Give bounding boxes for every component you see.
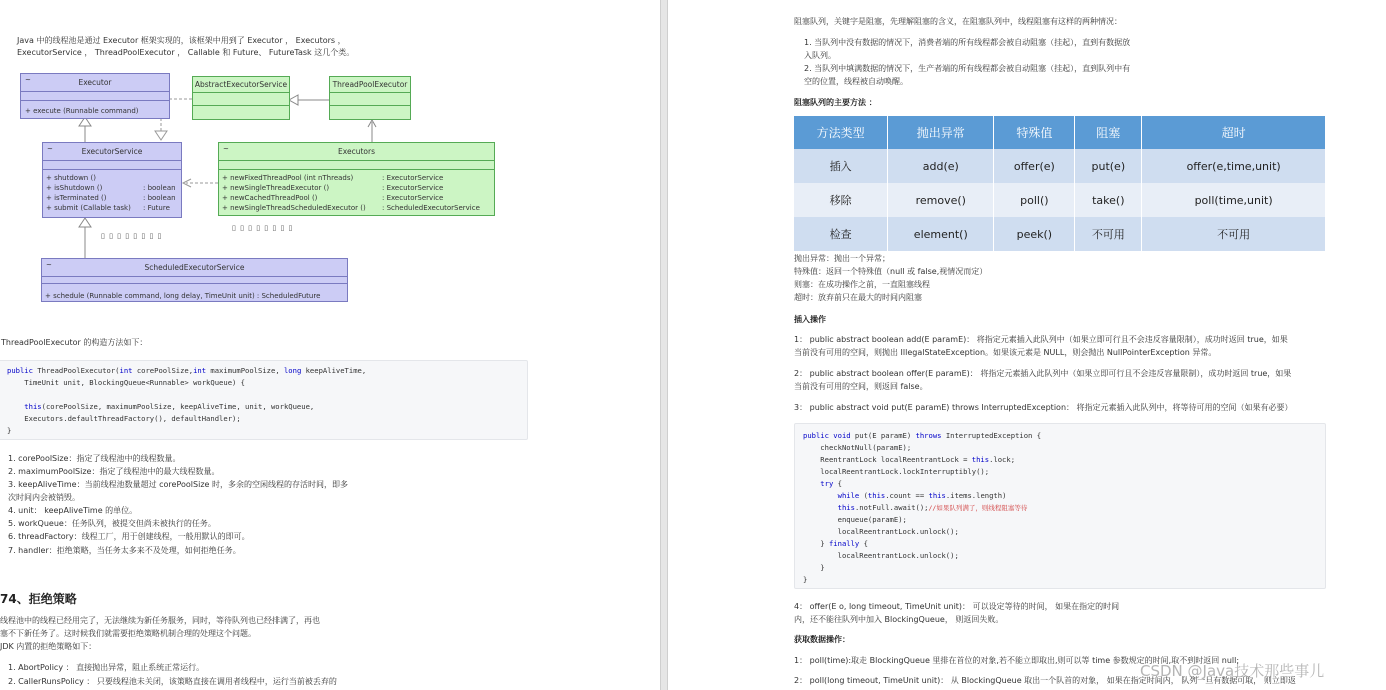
uml-abstract-executor-service	[192, 76, 290, 120]
uml-abstract-title: AbstractExecutorService	[194, 80, 288, 89]
code-line: localReentrantLock.unlock();	[803, 527, 959, 536]
param-item: 2. maximumPoolSize：指定了线程池中的最大线程数量。	[8, 467, 220, 476]
code-line: localReentrantLock.unlock();	[803, 551, 959, 560]
uml-executor: ~ Executor + execute (Runnable command)	[20, 73, 170, 119]
methods-title: 阻塞队列的主要方法 ：	[794, 98, 877, 107]
code-line: this(corePoolSize, maximumPoolSize, keepAliveTime, unit, workQueue,	[7, 402, 315, 411]
uml-es-title: ExecutorService	[81, 147, 143, 156]
bq-methods-table	[794, 116, 1326, 251]
uml-executor-service: ~ ExecutorService + shutdown () + isShutdown () + isTerminated () + submit (Callable task) : boolean : boolean : Future	[42, 142, 182, 218]
table-header: 特殊值	[994, 116, 1075, 149]
code-line: ReentrantLock localReentrantLock = this.lock;	[803, 455, 1016, 464]
bq-intro: 阻塞队列，关键字是阻塞，先理解阻塞的含义，在阻塞队列中，线程阻塞有这样的两种情况：	[794, 17, 1122, 26]
insert-item: 当前没有可用的空间，则返回 false。	[794, 382, 928, 391]
uml-executors-return: : ExecutorService	[382, 174, 444, 182]
table-header: 超时	[1142, 116, 1326, 149]
insert-item: 2： public abstract boolean offer(E paramE)： 将指定元素插入此队列中（如果立即可行且不会违反容量限制），成功时返回 true，如果	[794, 369, 1292, 378]
table-header-row	[794, 116, 1326, 149]
offer-timeout-line: 内，还不能往队列中加入 BlockingQueue， 则返回失败。	[794, 615, 1004, 624]
bq-case: 1. 当队列中没有数据的情况下，消费者端的所有线程都会被自动阻塞（挂起），直到有数据放	[804, 38, 1131, 47]
uml-tpe-title: ThreadPoolExecutor	[332, 80, 408, 89]
code-line: }	[7, 426, 12, 435]
code-line: public void put(E paramE) throws InterruptedException {	[803, 431, 1042, 440]
code-line: }	[803, 575, 808, 584]
code-line: checkNotNull(paramE);	[803, 443, 912, 452]
right-page	[668, 0, 1386, 690]
table-cell: offer(e,time,unit)	[1142, 149, 1326, 183]
insert-item: 3： public abstract void put(E paramE) throws InterruptedException： 将指定元素插入此队列中，将等待可用的空间（如果有必要）	[794, 403, 1293, 412]
code-line: TimeUnit unit, BlockingQueue<Runnable> workQueue) {	[7, 378, 245, 387]
ctor-caption: ThreadPoolExecutor 的构造方法如下：	[1, 338, 148, 347]
table-cell: 移除	[794, 183, 888, 217]
uml-executors-method: + newCachedThreadPool ()	[222, 194, 318, 202]
table-cell: poll()	[994, 183, 1075, 217]
section-body-line: JDK 内置的拒绝策略如下：	[0, 642, 97, 651]
uml-ses-method: + schedule (Runnable command, long delay, TimeUnit unit) : ScheduledFuture	[45, 292, 321, 300]
table-cell: element()	[888, 217, 994, 251]
param-item: 1. corePoolSize：指定了线程池中的线程数量。	[8, 454, 181, 463]
section-body-line: 线程池中的线程已经用完了，无法继续为新任务服务，同时，等待队列也已经排满了，再也	[0, 616, 320, 625]
legend-line: 特殊值：返回一个特殊值（null 或 false,视情况而定）	[794, 267, 988, 276]
table-cell: remove()	[888, 183, 994, 217]
section-title: 74、拒绝策略	[0, 592, 77, 606]
code-line: localReentrantLock.lockInterruptibly();	[803, 467, 990, 476]
fetch-item: 2： poll(long timeout, TimeUnit unit)： 从 BlockingQueue 取出一个队首的对象， 如果在指定时间内， 队列一旦有数据可取， 则立即返	[794, 676, 1296, 685]
code-line: try {	[803, 479, 842, 488]
fetch-title: 获取数据操作：	[794, 635, 850, 644]
legend-line: 则塞：在成功操作之前，一直阻塞线程	[794, 280, 930, 289]
table-cell: offer(e)	[994, 149, 1075, 183]
uml-executors-method: + newFixedThreadPool (int nThreads)	[222, 174, 354, 182]
uml-es-return: : boolean	[143, 194, 176, 202]
csdn-watermark: CSDN @Java技术那些事儿	[1140, 662, 1325, 680]
intro-line-2: ExecutorService ， ThreadPoolExecutor ， Callable 和 Future、 FutureTask 这几个类。	[17, 48, 355, 57]
uml-garbled-label-1: ▯ ▯ ▯ ▯ ▯ ▯ ▯ ▯	[101, 232, 163, 240]
insert-title: 插入操作	[794, 315, 826, 324]
uml-thread-pool-executor	[329, 76, 411, 120]
uml-es-method: + isTerminated ()	[46, 194, 107, 202]
insert-item: 当前没有可用的空间，则抛出 IllegalStateException。如果该元素是 NULL，则会抛出 NullPointerException 异常。	[794, 348, 1217, 357]
section-body-line: 塞不下新任务了。这时候我们就需要拒绝策略机制合理的处理这个问题。	[0, 629, 256, 638]
table-row	[794, 149, 1326, 183]
uml-executors-title: Executors	[338, 147, 375, 156]
table-header: 抛出异常	[888, 116, 994, 149]
uml-scheduled-executor-service: ~ ScheduledExecutorService + schedule (Runnable command, long delay, TimeUnit unit) : ScheduledFuture	[41, 258, 348, 302]
code-line: this.notFull.await();//如果队列满了，则线程阻塞等待	[803, 503, 1028, 512]
table-cell: poll(time,unit)	[1142, 183, 1326, 217]
table-header: 阻塞	[1075, 116, 1142, 149]
uml-es-method: + isShutdown ()	[46, 184, 103, 192]
param-item: 7. handler：拒绝策略，当任务太多来不及处理，如何拒绝任务。	[8, 546, 241, 555]
put-code-block	[794, 423, 1326, 589]
uml-ses-title: ScheduledExecutorService	[144, 263, 245, 272]
table-cell: 不可用	[1142, 217, 1326, 251]
fetch-item: 1： poll(time):取走 BlockingQueue 里排在首位的对象,若不能立即取出,则可以等 time 参数规定的时间,取不到时返回 null;	[794, 656, 1240, 665]
table-cell: 检查	[794, 217, 888, 251]
param-item: 4. unit： keepAliveTime 的单位。	[8, 506, 138, 515]
intro-line-1: Java 中的线程池是通过 Executor 框架实现的，该框架中用到了 Executor ， Executors ，	[17, 36, 346, 45]
table-cell: peek()	[994, 217, 1075, 251]
policy-item: 2. CallerRunsPolicy ： 只要线程池未关闭，该策略直接在调用者线程中，运行当前被丢弃的	[8, 677, 337, 686]
bq-case: 空的位置，线程被自动唤醒。	[804, 77, 908, 86]
uml-es-return: : Future	[143, 204, 170, 212]
param-item: 6. threadFactory：线程工厂，用于创建线程，一般用默认的即可。	[8, 532, 250, 541]
code-line: Executors.defaultThreadFactory(), defaultHandler);	[7, 414, 241, 423]
uml-executor-title: Executor	[78, 78, 112, 87]
insert-item: 1： public abstract boolean add(E paramE)： 将指定元素插入此队列中（如果立即可行且不会违反容量限制），成功时返回 true，如果	[794, 335, 1288, 344]
uml-executors-method: + newSingleThreadScheduledExecutor ()	[222, 204, 366, 212]
code-line: enqueue(paramE);	[803, 515, 907, 524]
table-cell: take()	[1075, 183, 1142, 217]
param-item: 3. keepAliveTime：当前线程池数量超过 corePoolSize 时，多余的空闲线程的存活时间，即多	[8, 480, 348, 489]
page-gutter	[660, 0, 668, 690]
table-cell: add(e)	[888, 149, 994, 183]
uml-executors-return: : ScheduledExecutorService	[382, 204, 480, 212]
uml-executors-return: : ExecutorService	[382, 184, 444, 192]
uml-es-method: + submit (Callable task)	[46, 204, 131, 212]
bq-case: 2. 当队列中填满数据的情况下，生产者端的所有线程都会被自动阻塞（挂起），直到队列中有	[804, 64, 1131, 73]
code-line: while (this.count == this.items.length)	[803, 491, 1007, 500]
ctor-code-block	[0, 360, 528, 440]
uml-es-method: + shutdown ()	[46, 174, 96, 182]
table-row	[794, 183, 1326, 217]
uml-executors-return: : ExecutorService	[382, 194, 444, 202]
table-cell: 插入	[794, 149, 888, 183]
code-line: } finally {	[803, 539, 868, 548]
uml-garbled-label-2: ▯ ▯ ▯ ▯ ▯ ▯ ▯ ▯	[232, 224, 294, 232]
code-line: public ThreadPoolExecutor(int corePoolSize,int maximumPoolSize, long keepAliveTime,	[7, 366, 367, 375]
code-line: }	[803, 563, 825, 572]
uml-executor-method: + execute (Runnable command)	[25, 107, 139, 115]
table-row	[794, 217, 1326, 251]
uml-es-return: : boolean	[143, 184, 176, 192]
policy-item: 1. AbortPolicy ： 直接抛出异常，阻止系统正常运行。	[8, 663, 205, 672]
table-header: 方法类型	[794, 116, 888, 149]
param-item: 5. workQueue：任务队列，被提交但尚未被执行的任务。	[8, 519, 216, 528]
table-cell: 不可用	[1075, 217, 1142, 251]
param-item: 次时间内会被销毁。	[8, 493, 80, 502]
offer-timeout-line: 4： offer(E o, long timeout, TimeUnit unit)： 可以设定等待的时间， 如果在指定的时间	[794, 602, 1120, 611]
uml-executors-method: + newSingleThreadExecutor ()	[222, 184, 330, 192]
legend-line: 超时：放弃前只在最大的时间内阻塞	[794, 293, 922, 302]
uml-executors: ~ Executors + newFixedThreadPool (int nThreads) + newSingleThreadExecutor () + newCachedThreadPool () + newSingleThreadScheduledExecutor () : ExecutorService : ExecutorService : ExecutorService : ScheduledExecutorService	[218, 142, 495, 216]
table-cell: put(e)	[1075, 149, 1142, 183]
bq-case: 入队列。	[804, 51, 836, 60]
uml-diagram	[0, 0, 660, 320]
legend-line: 抛出异常：抛出一个异常；	[794, 254, 890, 263]
left-page	[0, 0, 660, 690]
